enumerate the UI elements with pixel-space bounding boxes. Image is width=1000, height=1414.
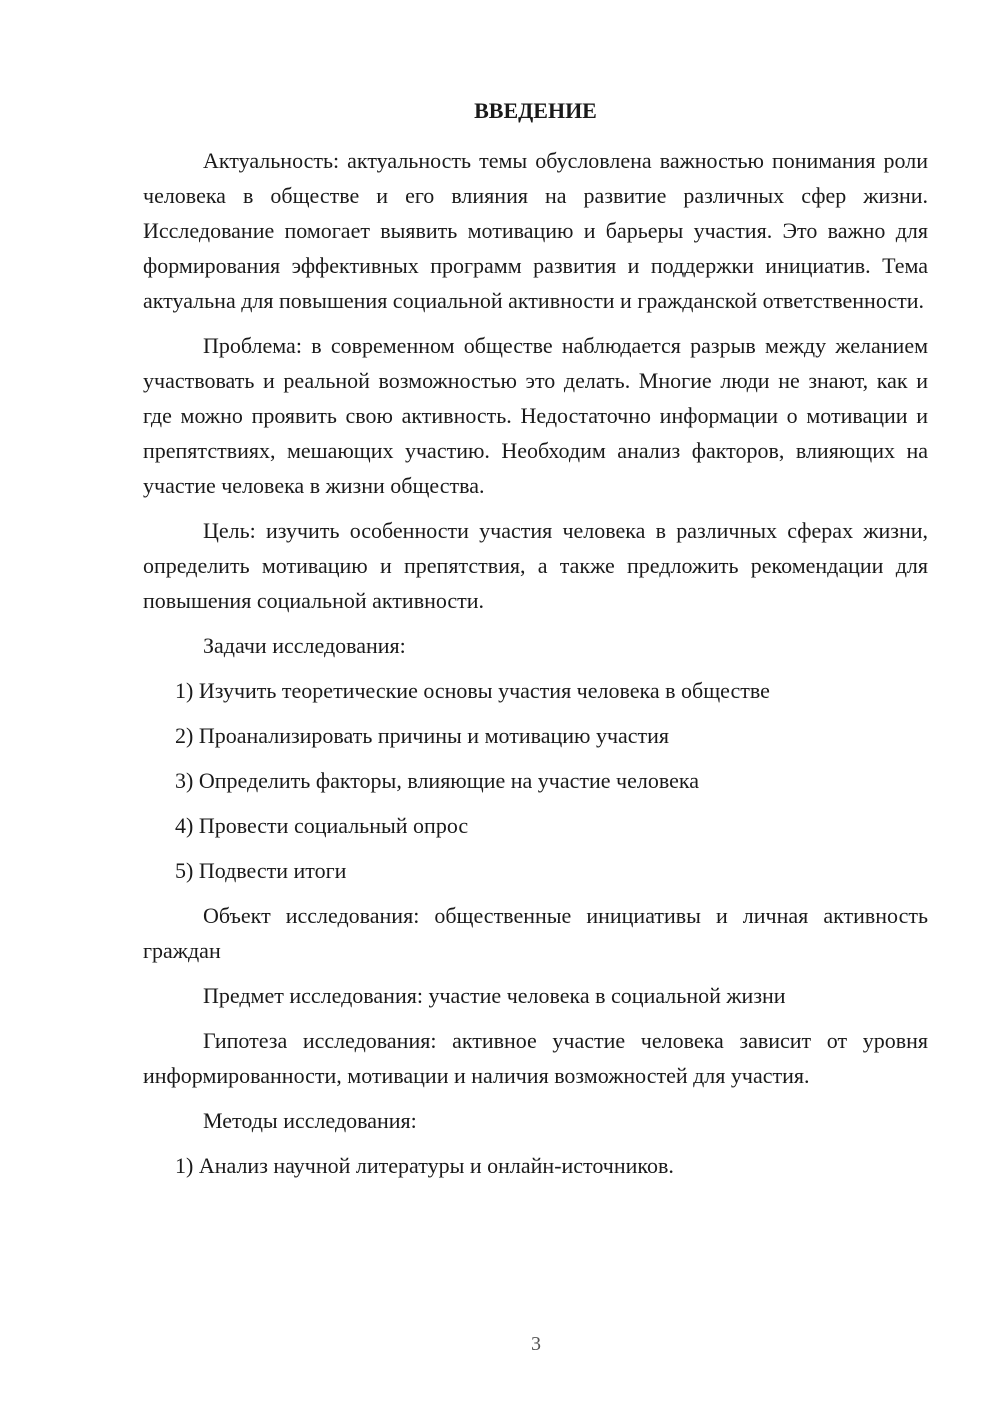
page-number: 3 xyxy=(531,1333,541,1355)
subject-paragraph: Предмет исследования: участие человека в социальной жизни xyxy=(203,983,786,1008)
methods-heading: Методы исследования: xyxy=(203,1108,417,1133)
task-item-3: 3) Определить факторы, влияющие на участие человека xyxy=(175,768,699,793)
hypothesis-paragraph: Гипотеза исследования: активное участие человека зависит от уровня информированности, мотивации и наличия возможностей для участия. xyxy=(143,1028,928,1088)
page-title: ВВЕДЕНИЕ xyxy=(474,98,597,123)
problem-paragraph: Проблема: в современном обществе наблюдается разрыв между желанием участвовать и реальной возможностью это делать. Многие люди не знают, как и где можно проявить свою активность. Недостаточно информации о мотивации и препятствиях, мешающих участию. Необходим анализ факторов, влияющих на участие человека в жизни общества. xyxy=(143,333,928,498)
object-paragraph: Объект исследования: общественные инициативы и личная активность граждан xyxy=(143,903,928,963)
task-item-5: 5) Подвести итоги xyxy=(175,858,347,883)
relevance-paragraph: Актуальность: актуальность темы обусловлена важностью понимания роли человека в обществе и его влияния на развитие различных сфер жизни. Исследование помогает выявить мотивацию и барьеры участия. Это важно для формирования эффективных программ развития и поддержки инициатив. Тема актуальна для повышения социальной активности и гражданской ответственности. xyxy=(143,148,928,313)
task-item-4: 4) Провести социальный опрос xyxy=(175,813,469,838)
method-item-1: 1) Анализ научной литературы и онлайн-источников. xyxy=(175,1153,674,1178)
goal-paragraph: Цель: изучить особенности участия человека в различных сферах жизни, определить мотивацию и препятствия, а также предложить рекомендации для повышения социальной активности. xyxy=(143,518,928,613)
tasks-heading: Задачи исследования: xyxy=(203,633,406,658)
task-item-1: 1) Изучить теоретические основы участия человека в обществе xyxy=(175,678,770,703)
task-item-2: 2) Проанализировать причины и мотивацию участия xyxy=(175,723,670,748)
page-content xyxy=(143,96,928,1193)
